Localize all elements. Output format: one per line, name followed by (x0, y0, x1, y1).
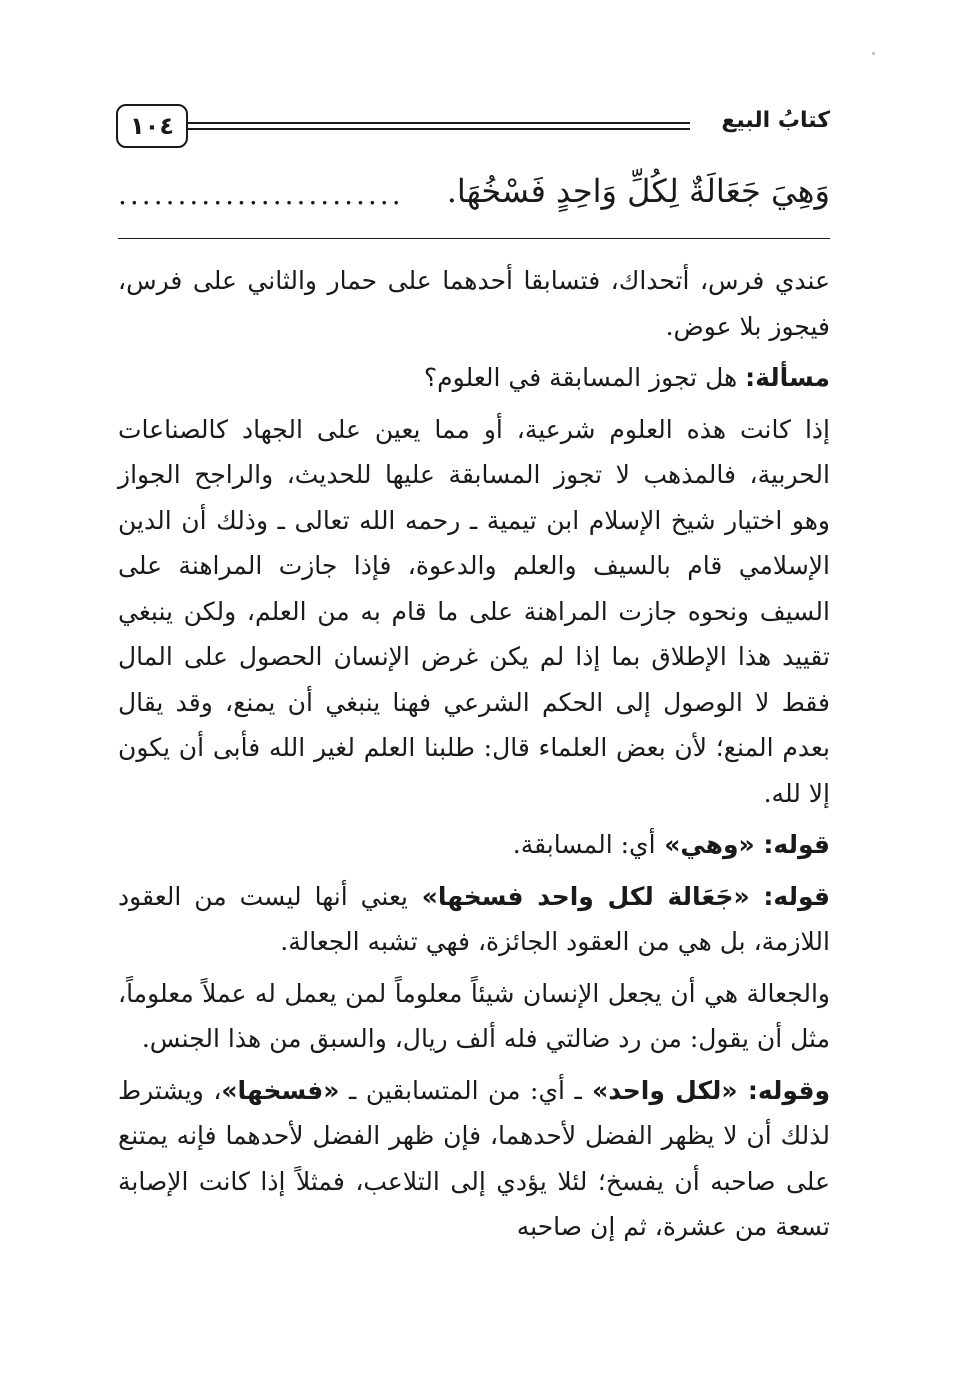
page-number: ١٠٤ (116, 104, 188, 148)
paragraph-answer: إذا كانت هذه العلوم شرعية، أو مما يعين على الجهاد كالصناعات الحربية، فالمذهب لا تجوز المسابقة عليها للحديث، والراجح الجواز وهو اختيار شيخ الإسلام ابن تيمية ـ رحمه الله تعالى ـ وذلك أن الدين الإسلامي قام بالسيف والعلم والدعوة، فإذا جازت المراهنة على السيف ونحوه جازت المراهنة على ما قام به من العلم، ولكن ينبغي تقييد هذا الإطلاق بما إذا لم يكن غرض الإنسان الحصول على المال فقط لا الوصول إلى الحكم الشرعي فهنا ينبغي أن يمنع، وقد يقال بعدم المنع؛ لأن بعض العلماء قال: طلبنا العلم لغير الله فأبى أن يكون إلا لله. (118, 414, 830, 808)
header-rule-bottom (186, 128, 690, 130)
matn-quote-1: «وهي» (655, 830, 764, 859)
matn-dots: ........................ (118, 178, 404, 211)
header-double-rule (186, 122, 690, 134)
qawluh-text-1: أي: المسابقة. (512, 830, 656, 859)
qawluh-mid-3: ـ أي: من المتسابقين ـ (339, 1075, 582, 1105)
qawluh-text-2: يعني أنها ليست من العقود اللازمة، بل هي من العقود الجائزة، فهي تشبه الجعالة. (118, 881, 830, 956)
question-label: مسألة: (745, 363, 830, 392)
book-title: كتابُ البيع (721, 108, 830, 133)
matn-quote-2: «جَعَالة لكل واحد فسخها» (407, 881, 764, 911)
matn-line (118, 168, 830, 228)
matn-separator-rule (118, 238, 830, 239)
paragraph-qawluh-3 (118, 1068, 830, 1250)
qawluh-label-3: وقوله: (747, 1075, 830, 1105)
question-text: هل تجوز المسابقة في العلوم؟ (423, 363, 746, 392)
page-header (118, 100, 830, 150)
paragraph-question (118, 355, 830, 401)
matn-text: وَهِيَ جَعَالَةٌ لِكُلِّ وَاحِدٍ فَسْخُهَا. (446, 172, 830, 210)
header-rule-top (186, 122, 690, 124)
matn-quote-4: «فسخها» (221, 1075, 340, 1105)
paragraph-qawluh-2 (118, 874, 830, 965)
qawluh-label-2: قوله: (763, 881, 830, 911)
paragraph-1: عندي فرس، أتحداك، فتسابقا أحدهما على حمار والثاني على فرس، فيجوز بلا عوض. (118, 266, 830, 341)
qawluh-label-1: قوله: (763, 830, 830, 859)
scan-speck (872, 52, 875, 55)
qawluh-text-3: ، ويشترط لذلك أن لا يظهر الفضل لأحدهما، فإن ظهر الفضل لأحدهما فإنه يمتنع على صاحبه أن يفسخ؛ لئلا يؤدي إلى التلاعب، فمثلاً إذا كانت الإصابة تسعة من عشرة، ثم إن صاحبه (118, 1075, 830, 1241)
paragraph-qawluh-1 (118, 822, 830, 868)
paragraph-jiala: والجعالة هي أن يجعل الإنسان شيئاً معلوماً لمن يعمل له عملاً معلوماً، مثل أن يقول: من رد ضالتي فله ألف ريال، والسبق من هذا الجنس. (118, 978, 830, 1053)
commentary-body (118, 258, 830, 1256)
matn-quote-3: «لكل واحد» (581, 1075, 748, 1105)
